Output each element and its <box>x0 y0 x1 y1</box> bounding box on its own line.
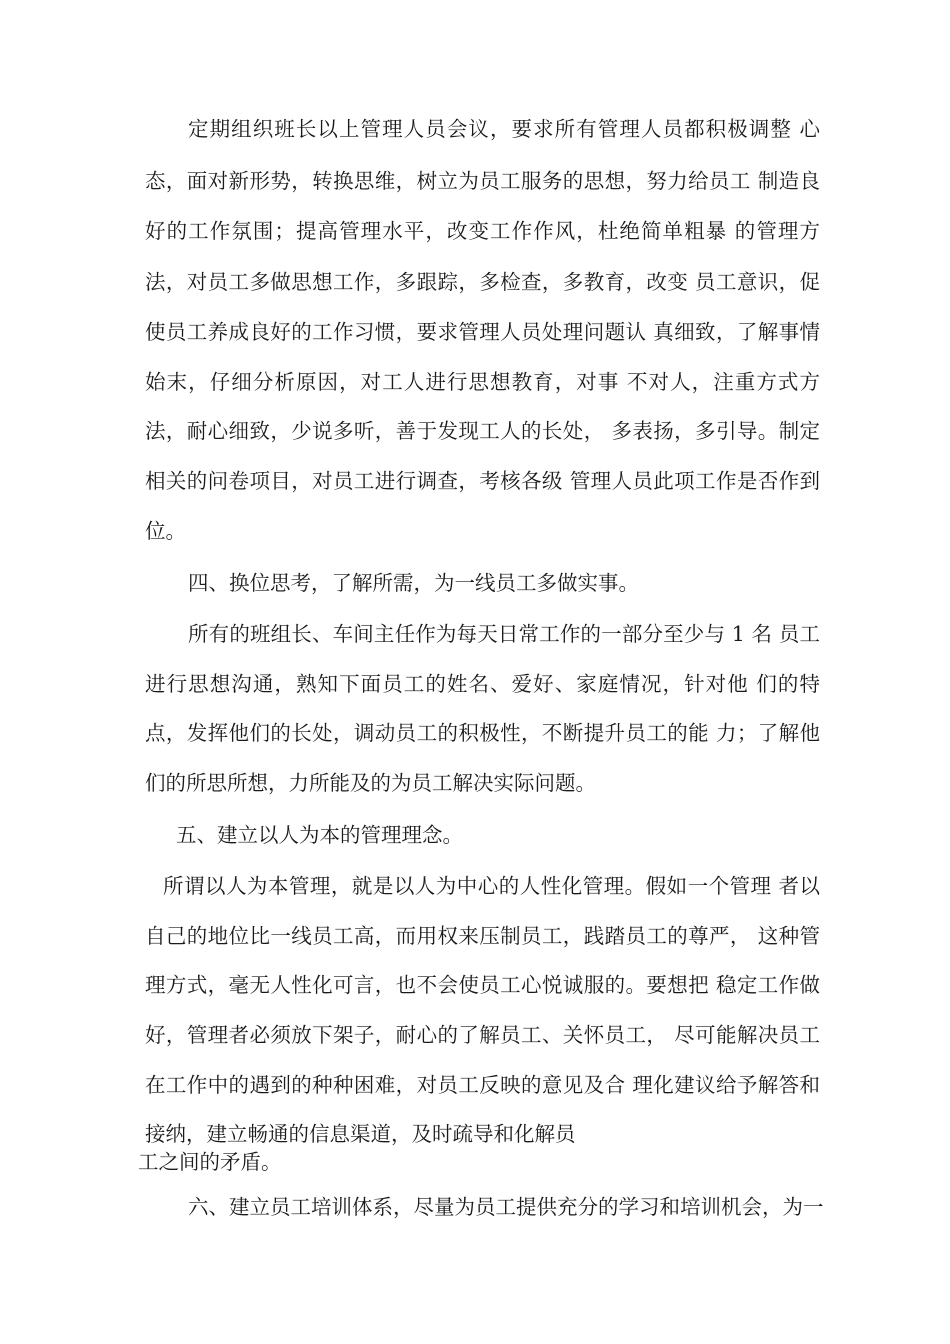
paragraph-line: 态，面对新形势，转换思维，树立为员工服务的思想，努力给员工 制造良 <box>145 169 820 193</box>
paragraph-line: 使员工养成良好的工作习惯，要求管理人员处理问题认 真细致，了解事情 <box>145 320 820 344</box>
section-heading: 六、建立员工培训体系，尽量为员工提供充分的学习和培训机会，为一 <box>188 1195 824 1219</box>
paragraph-line: 自己的地位比一线员工高，而用权来压制员工，践踏员工的尊严， 这种管 <box>145 924 820 948</box>
section-heading: 五、建立以人为本的管理理念。 <box>176 823 463 847</box>
paragraph-line: 所有的班组长、车间主任作为每天日常工作的一部分至少与 1 名 员工 <box>188 622 820 646</box>
section-heading: 四、换位思考，了解所需，为一线员工多做实事。 <box>188 571 639 595</box>
paragraph-line: 在工作中的遇到的种种困难，对员工反映的意见及合 理化建议给予解答和 <box>145 1073 820 1097</box>
paragraph-line: 接纳，建立畅通的信息渠道，及时疏导和化解员 <box>145 1122 576 1146</box>
paragraph-line: 始末，仔细分析原因，对工人进行思想教育，对事 不对人，注重方式方 <box>145 370 820 394</box>
paragraph-line: 定期组织班长以上管理人员会议，要求所有管理人员都积极调整 心 <box>188 117 820 141</box>
paragraph-line: 好的工作氛围；提高管理水平，改变工作作风，杜绝简单粗暴 的管理方 <box>145 219 820 243</box>
paragraph-line: 点，发挥他们的长处，调动员工的积极性，不断提升员工的能 力；了解他 <box>145 721 820 745</box>
paragraph-line: 法，耐心细致，少说多听，善于发现工人的长处， 多表扬，多引导。制定 <box>145 419 820 443</box>
paragraph-line: 好，管理者必须放下架子，耐心的了解员工、关怀员工， 尽可能解决员工 <box>145 1023 820 1047</box>
paragraph-line: 法，对员工多做思想工作，多跟踪，多检查，多教育，改变 员工意识，促 <box>145 270 820 294</box>
paragraph-line: 相关的问卷项目，对员工进行调查，考核各级 管理人员此项工作是否作到 <box>145 469 820 493</box>
paragraph-line: 们的所思所想，力所能及的为员工解决实际问题。 <box>145 771 596 795</box>
paragraph-line: 工之间的矛盾。 <box>138 1150 282 1174</box>
paragraph-line: 进行思想沟通，熟知下面员工的姓名、爱好、家庭情况，针对他 们的特 <box>145 672 820 696</box>
paragraph-line: 位。 <box>145 519 186 543</box>
paragraph-line: 所谓以人为本管理，就是以人为中心的人性化管理。假如一个管理 者以 <box>163 874 820 898</box>
paragraph-line: 理方式，毫无人性化可言，也不会使员工心悦诚服的。要想把 稳定工作做 <box>145 973 820 997</box>
